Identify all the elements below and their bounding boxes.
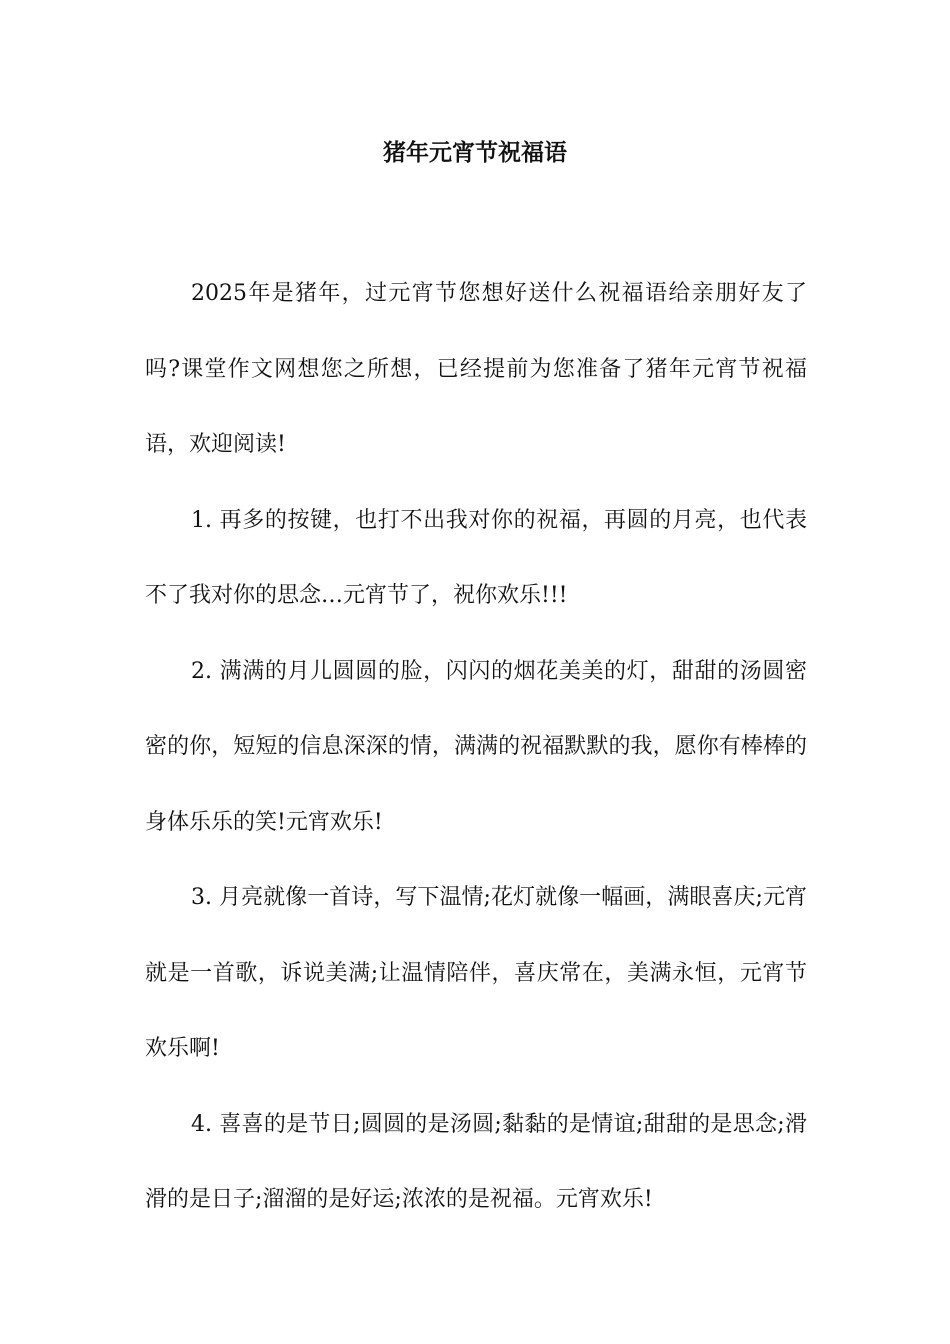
greeting-item-4: 4. 喜喜的是节日;圆圆的是汤圆;黏黏的是情谊;甜甜的是思念;滑滑的是日子;溜溜的是好运;浓浓的是祝福。元宵欢乐! <box>145 1111 807 1212</box>
intro-paragraph: 2025年是猪年，过元宵节您想好送什么祝福语给亲朋好友了吗?课堂作文网想您之所想，已经提前为您准备了猪年元宵节祝福语，欢迎阅读! <box>145 281 807 457</box>
document-title: 猪年元宵节祝福语 <box>383 139 567 166</box>
greeting-item-2: 2. 满满的月儿圆圆的脸，闪闪的烟花美美的灯，甜甜的汤圆密密的你，短短的信息深深的情，满满的祝福默默的我，愿你有棒棒的身体乐乐的笑!元宵欢乐! <box>145 658 807 835</box>
greeting-item-3: 3. 月亮就像一首诗，写下温情;花灯就像一幅画，满眼喜庆;元宵就是一首歌，诉说美满;让温情陪伴，喜庆常在，美满永恒，元宵节欢乐啊! <box>145 885 807 1061</box>
document-body <box>145 256 807 1238</box>
greeting-item-1: 1. 再多的按键，也打不出我对你的祝福，再圆的月亮，也代表不了我对你的思念…元宵节了，祝你欢乐!!! <box>145 507 807 608</box>
